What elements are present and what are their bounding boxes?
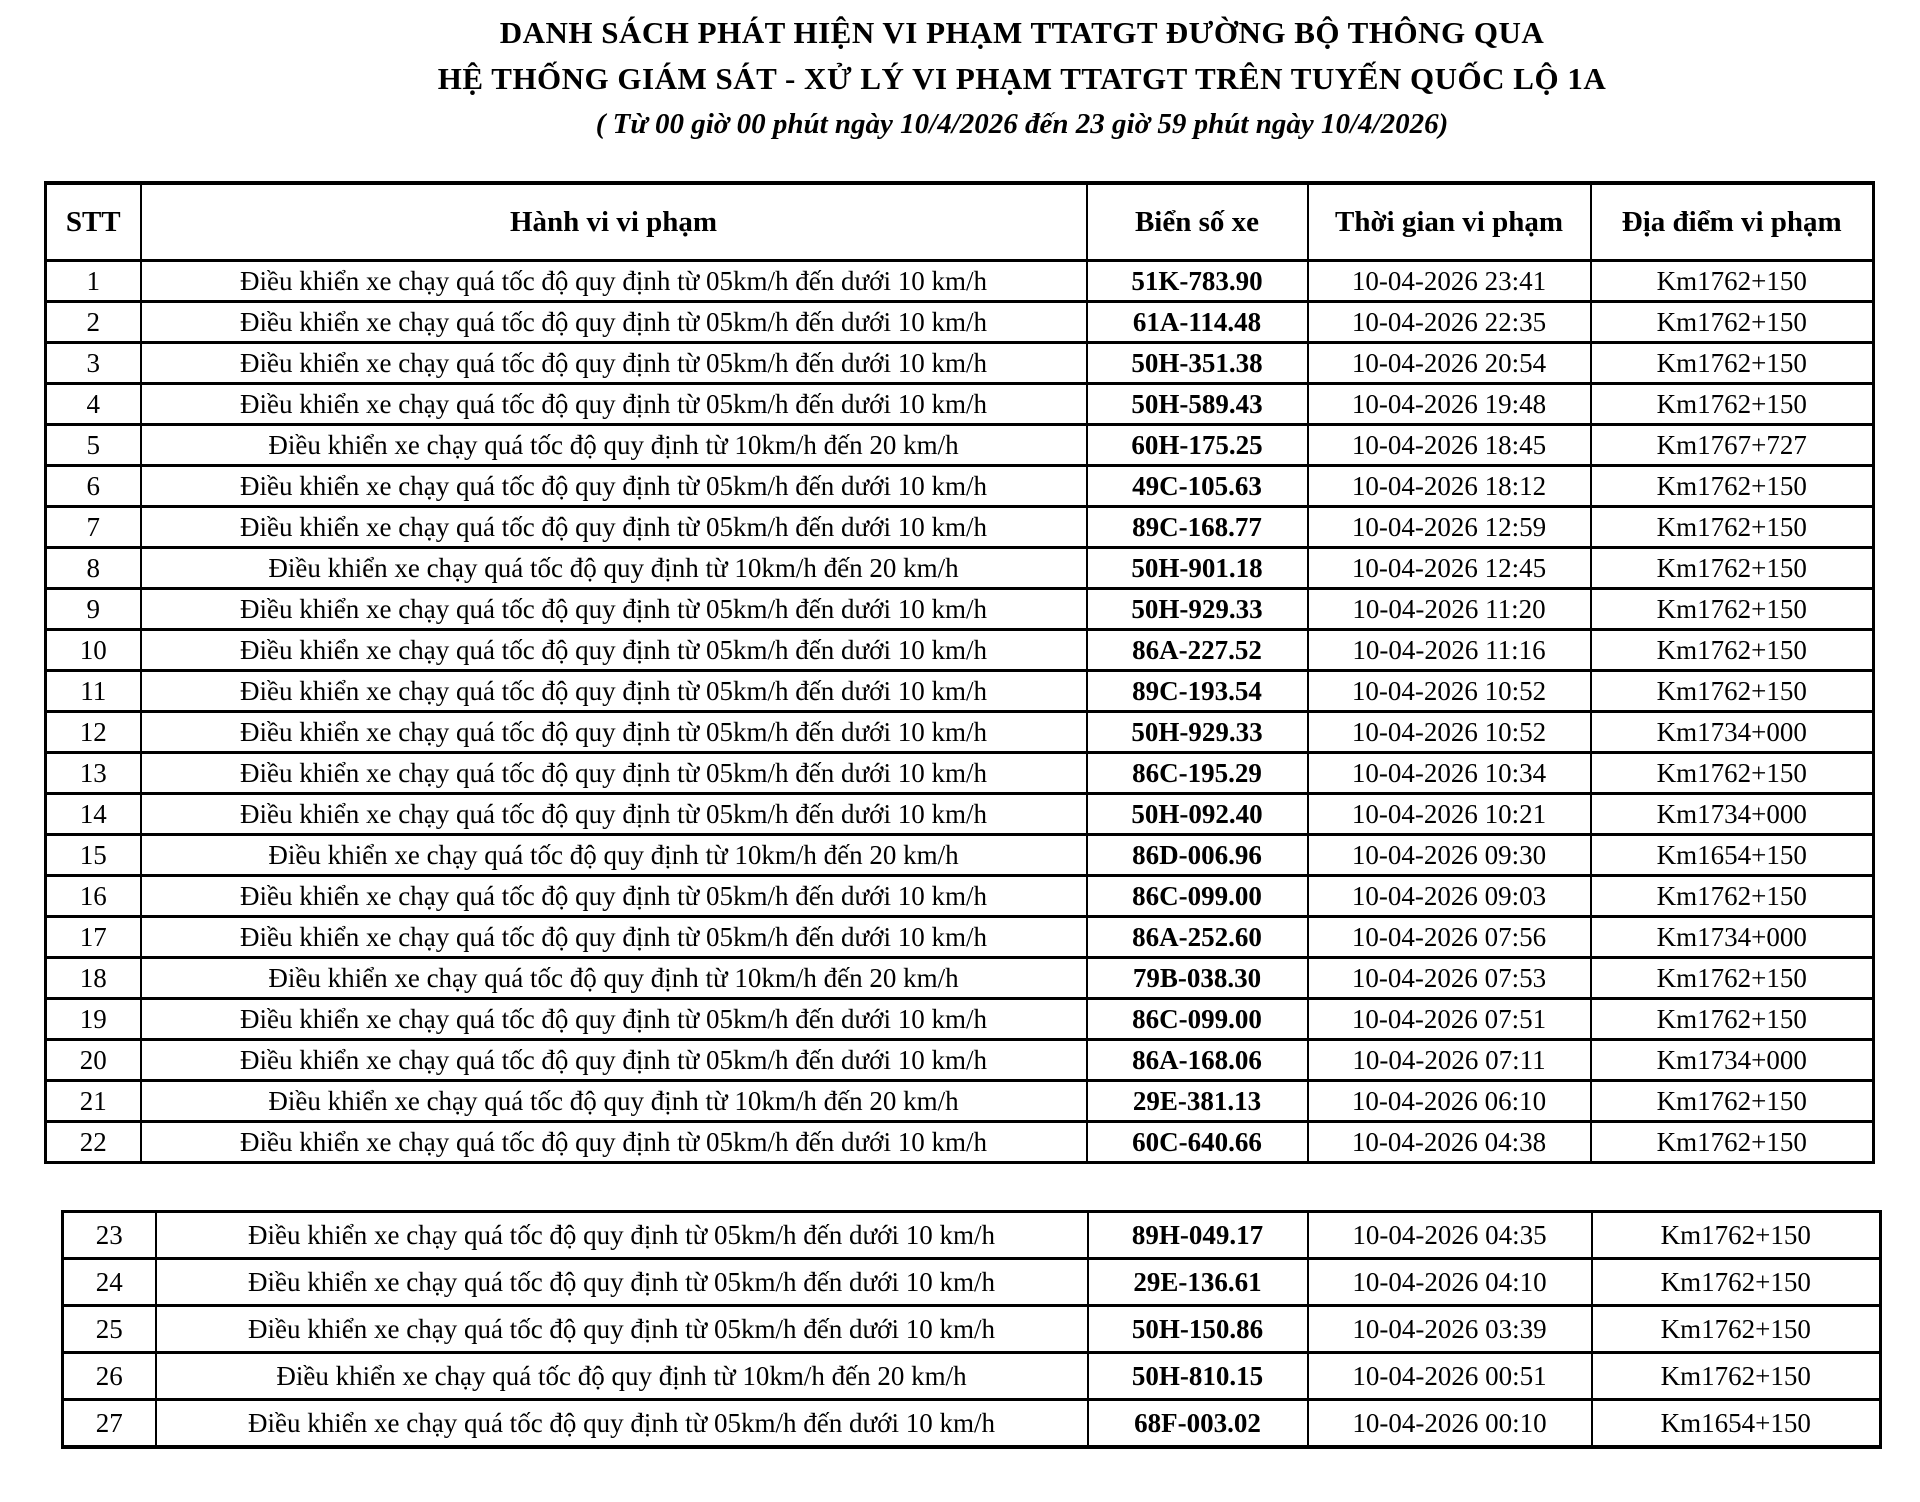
cell-violation: Điều khiển xe chạy quá tốc độ quy định từ 05km/h đến dưới 10 km/h bbox=[141, 753, 1087, 794]
table-row bbox=[46, 548, 1874, 589]
cell-location: Km1762+150 bbox=[1591, 302, 1874, 343]
cell-plate: 60H-175.25 bbox=[1087, 425, 1308, 466]
cell-location: Km1762+150 bbox=[1591, 671, 1874, 712]
table-row bbox=[46, 1081, 1874, 1122]
cell-stt: 24 bbox=[63, 1259, 156, 1306]
cell-time: 10-04-2026 19:48 bbox=[1308, 384, 1591, 425]
table-row bbox=[46, 425, 1874, 466]
cell-stt: 26 bbox=[63, 1353, 156, 1400]
cell-violation: Điều khiển xe chạy quá tốc độ quy định từ 05km/h đến dưới 10 km/h bbox=[141, 343, 1087, 384]
cell-violation: Điều khiển xe chạy quá tốc độ quy định từ 05km/h đến dưới 10 km/h bbox=[141, 466, 1087, 507]
cell-time: 10-04-2026 10:21 bbox=[1308, 794, 1591, 835]
cell-plate: 50H-092.40 bbox=[1087, 794, 1308, 835]
table-row bbox=[63, 1212, 1881, 1259]
table-row bbox=[63, 1306, 1881, 1353]
cell-location: Km1654+150 bbox=[1592, 1400, 1881, 1448]
cell-violation: Điều khiển xe chạy quá tốc độ quy định từ 10km/h đến 20 km/h bbox=[141, 1081, 1087, 1122]
cell-time: 10-04-2026 07:51 bbox=[1308, 999, 1591, 1040]
cell-stt: 25 bbox=[63, 1306, 156, 1353]
table-row bbox=[63, 1353, 1881, 1400]
cell-stt: 21 bbox=[46, 1081, 141, 1122]
cell-stt: 3 bbox=[46, 343, 141, 384]
document-header bbox=[124, 0, 1920, 147]
table-header-row bbox=[46, 183, 1874, 261]
cell-plate: 50H-929.33 bbox=[1087, 589, 1308, 630]
table-row bbox=[46, 917, 1874, 958]
cell-stt: 22 bbox=[46, 1122, 141, 1163]
table-row bbox=[46, 712, 1874, 753]
column-header-violation: Hành vi vi phạm bbox=[141, 183, 1087, 261]
table-row bbox=[46, 466, 1874, 507]
cell-violation: Điều khiển xe chạy quá tốc độ quy định từ 05km/h đến dưới 10 km/h bbox=[141, 671, 1087, 712]
cell-violation: Điều khiển xe chạy quá tốc độ quy định từ 10km/h đến 20 km/h bbox=[141, 958, 1087, 999]
cell-violation: Điều khiển xe chạy quá tốc độ quy định từ 05km/h đến dưới 10 km/h bbox=[141, 999, 1087, 1040]
cell-violation: Điều khiển xe chạy quá tốc độ quy định từ 05km/h đến dưới 10 km/h bbox=[141, 507, 1087, 548]
cell-plate: 50H-150.86 bbox=[1088, 1306, 1308, 1353]
cell-plate: 29E-381.13 bbox=[1087, 1081, 1308, 1122]
table-row bbox=[46, 507, 1874, 548]
cell-stt: 8 bbox=[46, 548, 141, 589]
cell-location: Km1762+150 bbox=[1591, 589, 1874, 630]
cell-plate: 68F-003.02 bbox=[1088, 1400, 1308, 1448]
table-row bbox=[46, 302, 1874, 343]
cell-violation: Điều khiển xe chạy quá tốc độ quy định từ 05km/h đến dưới 10 km/h bbox=[141, 1040, 1087, 1081]
cell-plate: 89C-193.54 bbox=[1087, 671, 1308, 712]
cell-location: Km1762+150 bbox=[1591, 261, 1874, 302]
violations-table-section-2 bbox=[61, 1210, 1882, 1449]
cell-violation: Điều khiển xe chạy quá tốc độ quy định từ 05km/h đến dưới 10 km/h bbox=[141, 917, 1087, 958]
table-row bbox=[46, 794, 1874, 835]
cell-plate: 86D-006.96 bbox=[1087, 835, 1308, 876]
column-header-plate: Biển số xe bbox=[1087, 183, 1308, 261]
cell-violation: Điều khiển xe chạy quá tốc độ quy định từ 05km/h đến dưới 10 km/h bbox=[141, 712, 1087, 753]
table-row bbox=[46, 384, 1874, 425]
cell-plate: 89C-168.77 bbox=[1087, 507, 1308, 548]
cell-time: 10-04-2026 07:56 bbox=[1308, 917, 1591, 958]
column-header-stt: STT bbox=[46, 183, 141, 261]
cell-time: 10-04-2026 10:52 bbox=[1308, 671, 1591, 712]
cell-violation: Điều khiển xe chạy quá tốc độ quy định từ 05km/h đến dưới 10 km/h bbox=[156, 1259, 1088, 1306]
cell-location: Km1734+000 bbox=[1591, 712, 1874, 753]
cell-stt: 1 bbox=[46, 261, 141, 302]
cell-stt: 4 bbox=[46, 384, 141, 425]
cell-violation: Điều khiển xe chạy quá tốc độ quy định từ 05km/h đến dưới 10 km/h bbox=[141, 261, 1087, 302]
cell-location: Km1762+150 bbox=[1591, 507, 1874, 548]
table-row bbox=[46, 589, 1874, 630]
cell-stt: 23 bbox=[63, 1212, 156, 1259]
cell-violation: Điều khiển xe chạy quá tốc độ quy định từ 05km/h đến dưới 10 km/h bbox=[156, 1212, 1088, 1259]
cell-time: 10-04-2026 12:59 bbox=[1308, 507, 1591, 548]
table-row bbox=[46, 958, 1874, 999]
cell-time: 10-04-2026 23:41 bbox=[1308, 261, 1591, 302]
cell-stt: 17 bbox=[46, 917, 141, 958]
cell-violation: Điều khiển xe chạy quá tốc độ quy định từ 05km/h đến dưới 10 km/h bbox=[141, 630, 1087, 671]
table-row bbox=[63, 1400, 1881, 1448]
table-row bbox=[46, 671, 1874, 712]
cell-time: 10-04-2026 06:10 bbox=[1308, 1081, 1591, 1122]
cell-location: Km1762+150 bbox=[1591, 466, 1874, 507]
cell-time: 10-04-2026 04:10 bbox=[1308, 1259, 1592, 1306]
table-row bbox=[46, 753, 1874, 794]
cell-time: 10-04-2026 10:34 bbox=[1308, 753, 1591, 794]
cell-plate: 50H-351.38 bbox=[1087, 343, 1308, 384]
cell-plate: 86A-227.52 bbox=[1087, 630, 1308, 671]
cell-location: Km1762+150 bbox=[1592, 1212, 1881, 1259]
cell-location: Km1762+150 bbox=[1592, 1259, 1881, 1306]
cell-stt: 16 bbox=[46, 876, 141, 917]
cell-violation: Điều khiển xe chạy quá tốc độ quy định từ 10km/h đến 20 km/h bbox=[141, 835, 1087, 876]
cell-stt: 11 bbox=[46, 671, 141, 712]
cell-stt: 15 bbox=[46, 835, 141, 876]
cell-location: Km1654+150 bbox=[1591, 835, 1874, 876]
cell-location: Km1762+150 bbox=[1592, 1306, 1881, 1353]
cell-plate: 61A-114.48 bbox=[1087, 302, 1308, 343]
cell-time: 10-04-2026 18:45 bbox=[1308, 425, 1591, 466]
cell-stt: 9 bbox=[46, 589, 141, 630]
cell-time: 10-04-2026 18:12 bbox=[1308, 466, 1591, 507]
cell-location: Km1762+150 bbox=[1591, 630, 1874, 671]
table-row bbox=[46, 999, 1874, 1040]
cell-plate: 60C-640.66 bbox=[1087, 1122, 1308, 1163]
cell-time: 10-04-2026 03:39 bbox=[1308, 1306, 1592, 1353]
table-row bbox=[46, 1040, 1874, 1081]
cell-stt: 12 bbox=[46, 712, 141, 753]
cell-stt: 2 bbox=[46, 302, 141, 343]
cell-time: 10-04-2026 22:35 bbox=[1308, 302, 1591, 343]
cell-location: Km1762+150 bbox=[1591, 1081, 1874, 1122]
cell-location: Km1734+000 bbox=[1591, 917, 1874, 958]
column-header-time: Thời gian vi phạm bbox=[1308, 183, 1591, 261]
cell-plate: 89H-049.17 bbox=[1088, 1212, 1308, 1259]
cell-plate: 50H-929.33 bbox=[1087, 712, 1308, 753]
cell-time: 10-04-2026 20:54 bbox=[1308, 343, 1591, 384]
cell-time: 10-04-2026 04:35 bbox=[1308, 1212, 1592, 1259]
cell-plate: 50H-589.43 bbox=[1087, 384, 1308, 425]
cell-time: 10-04-2026 00:10 bbox=[1308, 1400, 1592, 1448]
cell-plate: 51K-783.90 bbox=[1087, 261, 1308, 302]
cell-violation: Điều khiển xe chạy quá tốc độ quy định từ 05km/h đến dưới 10 km/h bbox=[141, 589, 1087, 630]
table-row bbox=[63, 1259, 1881, 1306]
cell-plate: 50H-810.15 bbox=[1088, 1353, 1308, 1400]
cell-violation: Điều khiển xe chạy quá tốc độ quy định từ 05km/h đến dưới 10 km/h bbox=[141, 876, 1087, 917]
table-row bbox=[46, 1122, 1874, 1163]
cell-time: 10-04-2026 00:51 bbox=[1308, 1353, 1592, 1400]
cell-stt: 18 bbox=[46, 958, 141, 999]
cell-plate: 50H-901.18 bbox=[1087, 548, 1308, 589]
cell-violation: Điều khiển xe chạy quá tốc độ quy định từ 05km/h đến dưới 10 km/h bbox=[141, 1122, 1087, 1163]
cell-plate: 29E-136.61 bbox=[1088, 1259, 1308, 1306]
cell-location: Km1762+150 bbox=[1592, 1353, 1881, 1400]
cell-time: 10-04-2026 04:38 bbox=[1308, 1122, 1591, 1163]
cell-plate: 79B-038.30 bbox=[1087, 958, 1308, 999]
table-row bbox=[46, 261, 1874, 302]
cell-time: 10-04-2026 12:45 bbox=[1308, 548, 1591, 589]
cell-violation: Điều khiển xe chạy quá tốc độ quy định từ 05km/h đến dưới 10 km/h bbox=[141, 384, 1087, 425]
cell-location: Km1762+150 bbox=[1591, 343, 1874, 384]
cell-plate: 86C-099.00 bbox=[1087, 876, 1308, 917]
table-row bbox=[46, 835, 1874, 876]
cell-time: 10-04-2026 07:11 bbox=[1308, 1040, 1591, 1081]
table-row bbox=[46, 876, 1874, 917]
cell-location: Km1762+150 bbox=[1591, 999, 1874, 1040]
table-row bbox=[46, 343, 1874, 384]
cell-stt: 6 bbox=[46, 466, 141, 507]
cell-stt: 19 bbox=[46, 999, 141, 1040]
cell-location: Km1762+150 bbox=[1591, 548, 1874, 589]
cell-time: 10-04-2026 07:53 bbox=[1308, 958, 1591, 999]
cell-violation: Điều khiển xe chạy quá tốc độ quy định từ 10km/h đến 20 km/h bbox=[156, 1353, 1088, 1400]
cell-violation: Điều khiển xe chạy quá tốc độ quy định từ 05km/h đến dưới 10 km/h bbox=[141, 794, 1087, 835]
column-header-location: Địa điểm vi phạm bbox=[1591, 183, 1874, 261]
cell-plate: 86C-099.00 bbox=[1087, 999, 1308, 1040]
cell-plate: 86A-252.60 bbox=[1087, 917, 1308, 958]
cell-time: 10-04-2026 09:30 bbox=[1308, 835, 1591, 876]
cell-time: 10-04-2026 11:16 bbox=[1308, 630, 1591, 671]
cell-time: 10-04-2026 11:20 bbox=[1308, 589, 1591, 630]
cell-violation: Điều khiển xe chạy quá tốc độ quy định từ 05km/h đến dưới 10 km/h bbox=[156, 1306, 1088, 1353]
cell-location: Km1762+150 bbox=[1591, 1122, 1874, 1163]
cell-stt: 10 bbox=[46, 630, 141, 671]
cell-location: Km1762+150 bbox=[1591, 958, 1874, 999]
cell-location: Km1734+000 bbox=[1591, 1040, 1874, 1081]
cell-stt: 5 bbox=[46, 425, 141, 466]
cell-stt: 14 bbox=[46, 794, 141, 835]
cell-stt: 20 bbox=[46, 1040, 141, 1081]
cell-violation: Điều khiển xe chạy quá tốc độ quy định từ 05km/h đến dưới 10 km/h bbox=[141, 302, 1087, 343]
cell-violation: Điều khiển xe chạy quá tốc độ quy định từ 10km/h đến 20 km/h bbox=[141, 425, 1087, 466]
cell-stt: 7 bbox=[46, 507, 141, 548]
cell-plate: 86C-195.29 bbox=[1087, 753, 1308, 794]
document-title-line-2: HỆ THỐNG GIÁM SÁT - XỬ LÝ VI PHẠM TTATGT TRÊN TUYẾN QUỐC LỘ 1A bbox=[437, 61, 1607, 96]
cell-location: Km1762+150 bbox=[1591, 876, 1874, 917]
cell-violation: Điều khiển xe chạy quá tốc độ quy định từ 05km/h đến dưới 10 km/h bbox=[156, 1400, 1088, 1448]
violations-table-section-1 bbox=[44, 181, 1875, 1164]
cell-plate: 49C-105.63 bbox=[1087, 466, 1308, 507]
cell-violation: Điều khiển xe chạy quá tốc độ quy định từ 10km/h đến 20 km/h bbox=[141, 548, 1087, 589]
document-subtitle-date-range: ( Từ 00 giờ 00 phút ngày 10/4/2026 đến 23 giờ 59 phút ngày 10/4/2026) bbox=[595, 108, 1449, 140]
cell-location: Km1734+000 bbox=[1591, 794, 1874, 835]
document-title-line-1: DANH SÁCH PHÁT HIỆN VI PHẠM TTATGT ĐƯỜNG BỘ THÔNG QUA bbox=[499, 15, 1545, 50]
cell-location: Km1762+150 bbox=[1591, 753, 1874, 794]
cell-time: 10-04-2026 10:52 bbox=[1308, 712, 1591, 753]
cell-stt: 13 bbox=[46, 753, 141, 794]
cell-plate: 86A-168.06 bbox=[1087, 1040, 1308, 1081]
cell-stt: 27 bbox=[63, 1400, 156, 1448]
cell-location: Km1767+727 bbox=[1591, 425, 1874, 466]
cell-time: 10-04-2026 09:03 bbox=[1308, 876, 1591, 917]
table-row bbox=[46, 630, 1874, 671]
cell-location: Km1762+150 bbox=[1591, 384, 1874, 425]
